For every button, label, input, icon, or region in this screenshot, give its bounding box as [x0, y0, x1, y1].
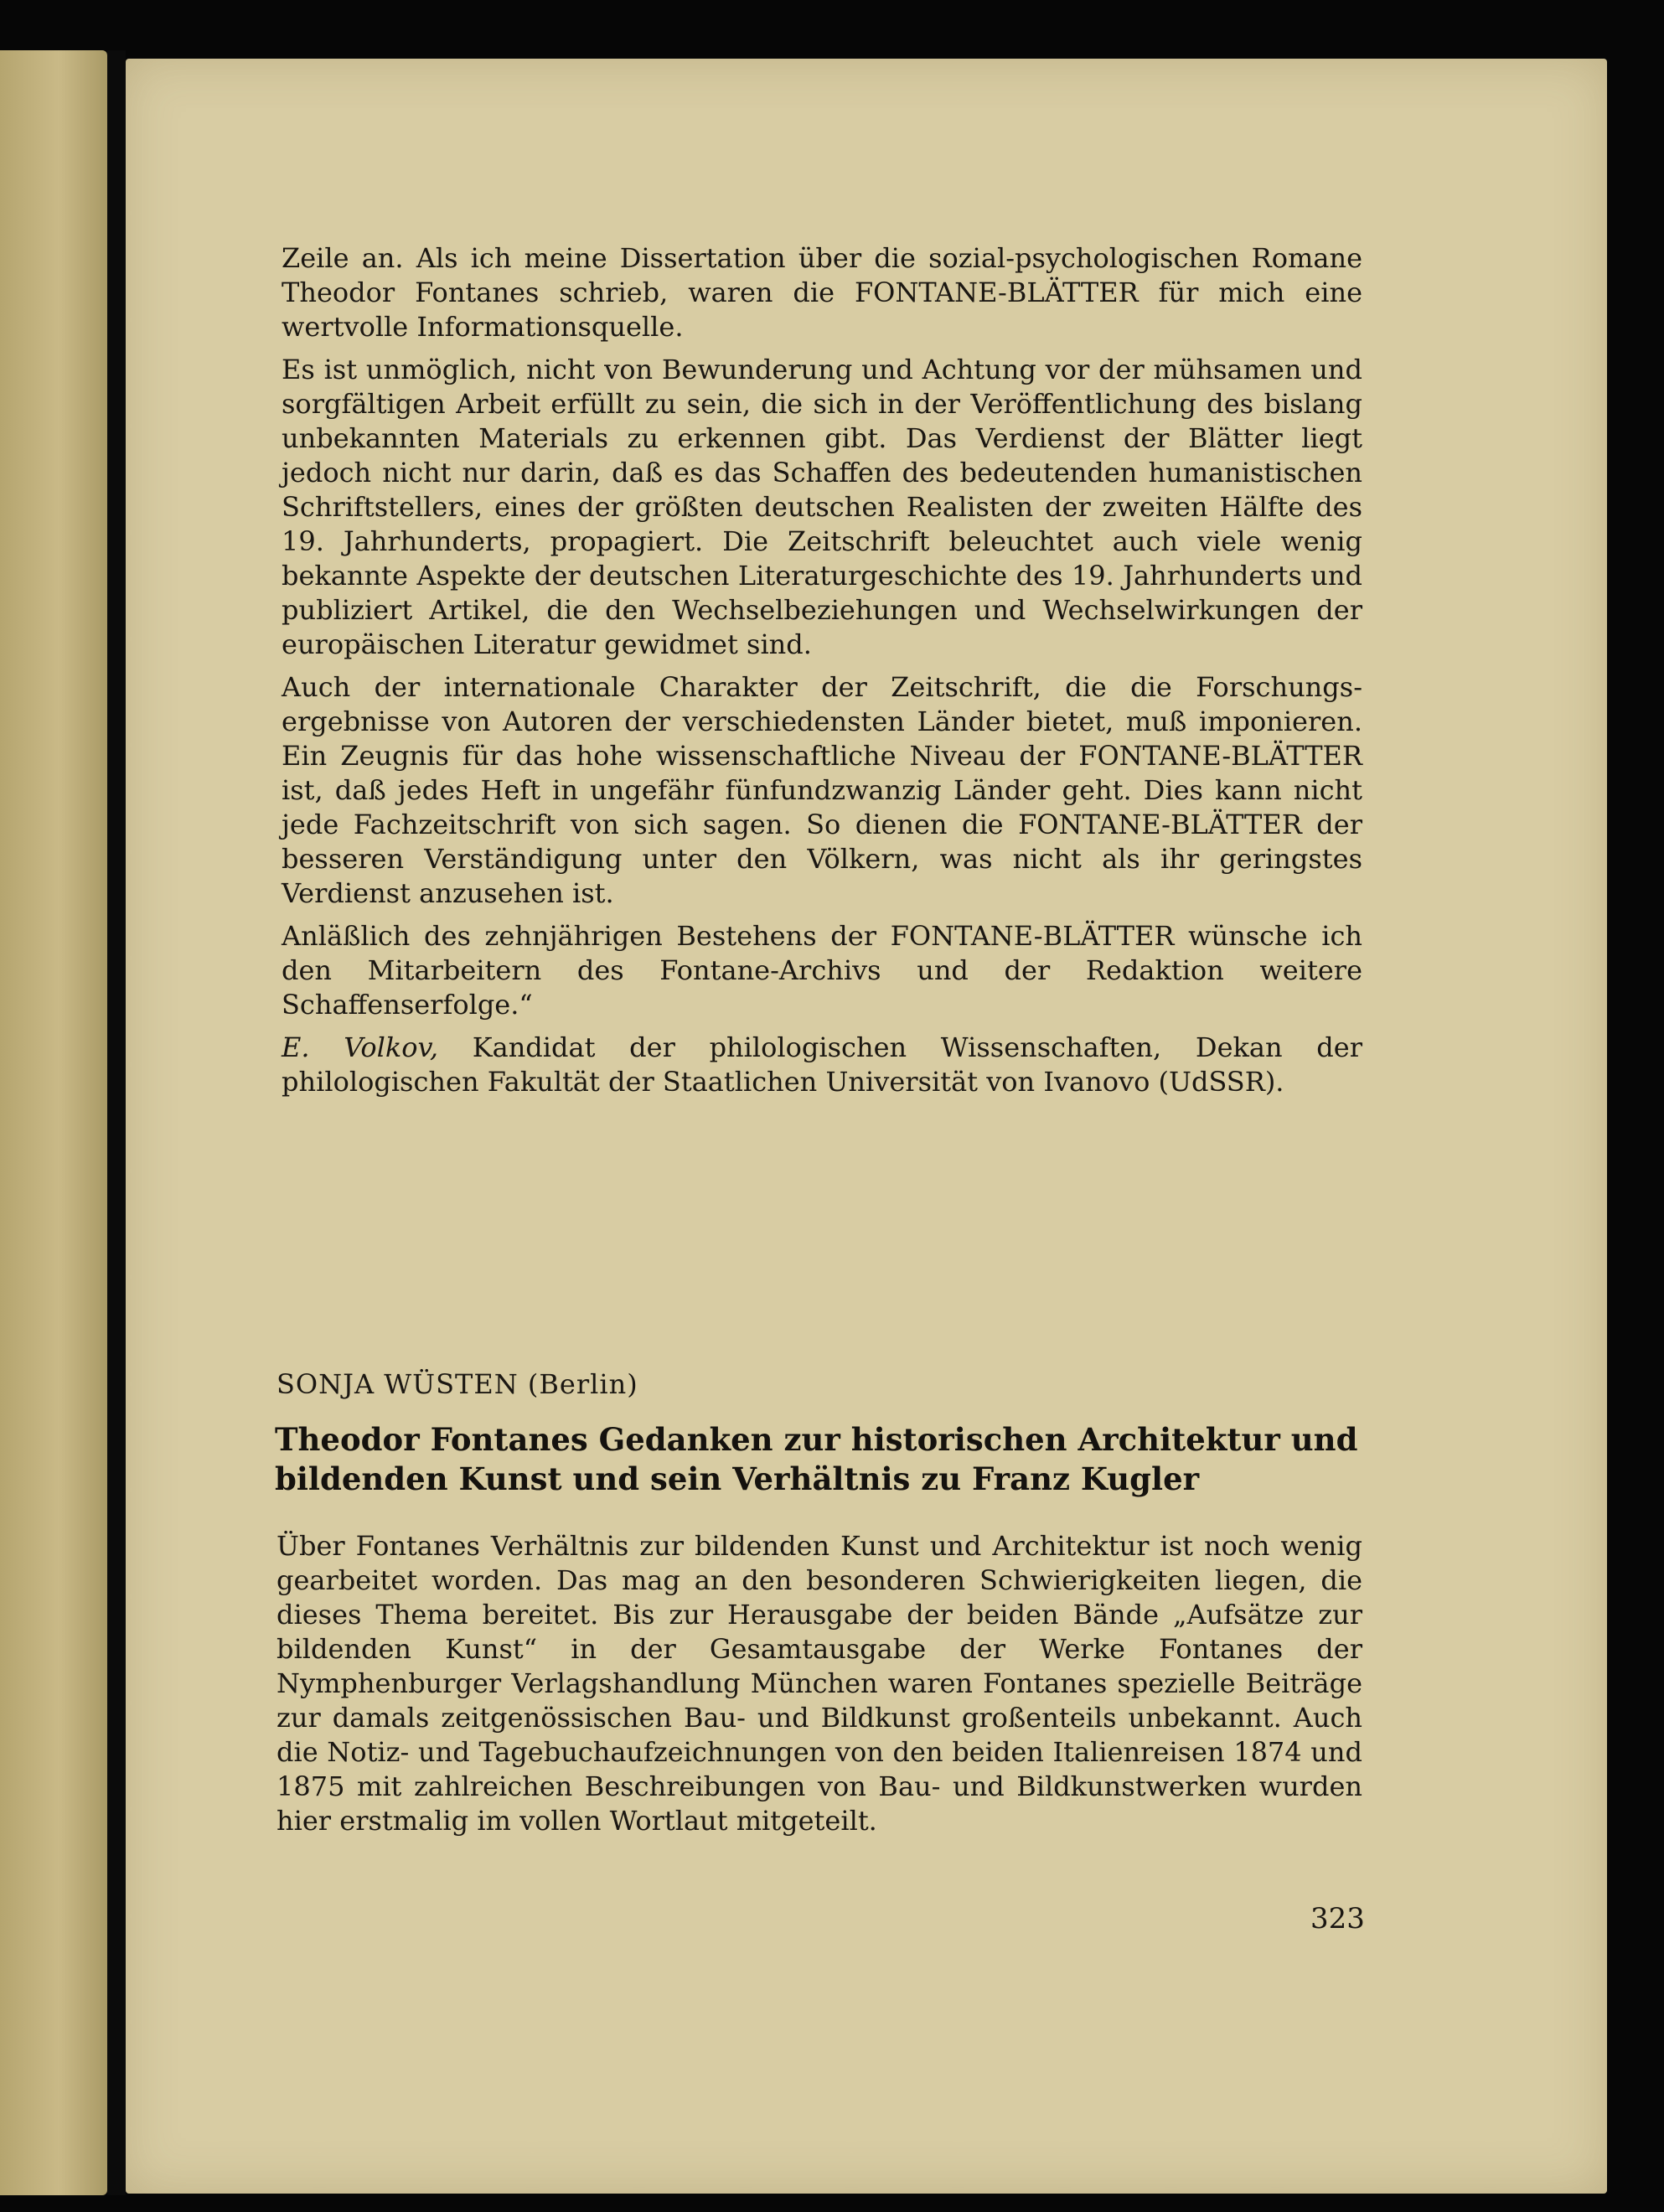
paragraph: Auch der internationale Charakter der Zeitschrift, die die Forschungsergebnisse von Autoren der verschiedensten Länder bietet, muß imponieren. Ein Zeugnis für das hohe wissenschaftliche Niveau der FONTANE-BLÄTTER ist, daß jedes Heft in ungefähr fünfundzwanzig Länder geht. Dies kann nicht jede Fachzeitschrift von sich sagen. So dienen die FONTANE-BLÄTTER der besseren Verständigung unter den Völkern, was nicht als ihr geringstes Verdienst anzusehen ist. [282, 671, 1362, 909]
article-intro-paragraph: Über Fontanes Verhältnis zur bildenden Kunst und Architektur ist noch wenig gearbeitet worden. Das mag an den besonderen Schwierigkeiten liegen, die dieses Thema bereitet. Bis zur Herausgabe der beiden Bände „Aufsätze zur bildenden Kunst“ in der Gesamtausgabe der Werke Fontanes der Nymphenburger Verlagshandlung München waren Fontanes spezielle Beiträge zur damals zeitgenössischen Bau- und Bildkunst großenteils unbekannt. Auch die Notiz- und Tagebuchaufzeichnungen von den beiden Italienreisen 1874 und 1875 mit zahlreichen Beschreibungen von Bau- und Bildkunstwerken wurden hier erstmalig im vollen Wortlaut mitgeteilt. [276, 1530, 1362, 1837]
signature [282, 1031, 1362, 1099]
paragraph: Anläßlich des zehnjährigen Bestehens der FONTANE-BLÄTTER wünsche ich den Mitarbeitern des Fontane-Archivs und der Redaktion weitere Schaffenserfolge.“ [282, 920, 1362, 1021]
signature-affiliation: Kandidat der philologischen Wissenschaften, Dekan der philologischen Fakultät der Staatlichen Universität von Ivanovo (UdSSR). [282, 1031, 1363, 1098]
book-gutter [107, 50, 126, 2195]
page-number: 323 [1310, 1902, 1365, 1936]
article-body [282, 241, 1362, 1108]
article-title: Theodor Fontanes Gedanken zur historischen Architektur und bildenden Kunst und sein Verhältnis zu Franz Kugler [275, 1421, 1358, 1497]
paragraph: Zeile an. Als ich meine Dissertation über die sozial-psychologischen Romane Theodor Fontanes schrieb, waren die FONTANE-BLÄTTER für mich eine wertvolle Informationsquelle. [282, 242, 1362, 343]
left-page-edge [0, 50, 107, 2195]
paragraph: Es ist unmöglich, nicht von Bewunderung und Achtung vor der mühsamen und sorgfältigen Arbeit erfüllt zu sein, die sich in der Veröffentlichung des bislang unbekannten Materials zu erkennen gibt. Das Verdienst der Blätter liegt jedoch nicht nur darin, daß es das Schaffen des bedeutenden humanistischen Schriftstellers, eines der größten deutschen Realisten der zweiten Hälfte des 19. Jahrhunderts, propagiert. Die Zeitschrift beleuchtet auch viele wenig bekannte Aspekte der deutschen Literaturgeschichte des 19. Jahrhunderts und publiziert Artikel, die den Wechselbeziehungen und Wechselwirkungen der europäischen Literatur gewidmet sind. [282, 354, 1362, 660]
signature-name: E. Volkov, [282, 1031, 439, 1063]
article-author: SONJA WÜSTEN (Berlin) [276, 1368, 638, 1400]
